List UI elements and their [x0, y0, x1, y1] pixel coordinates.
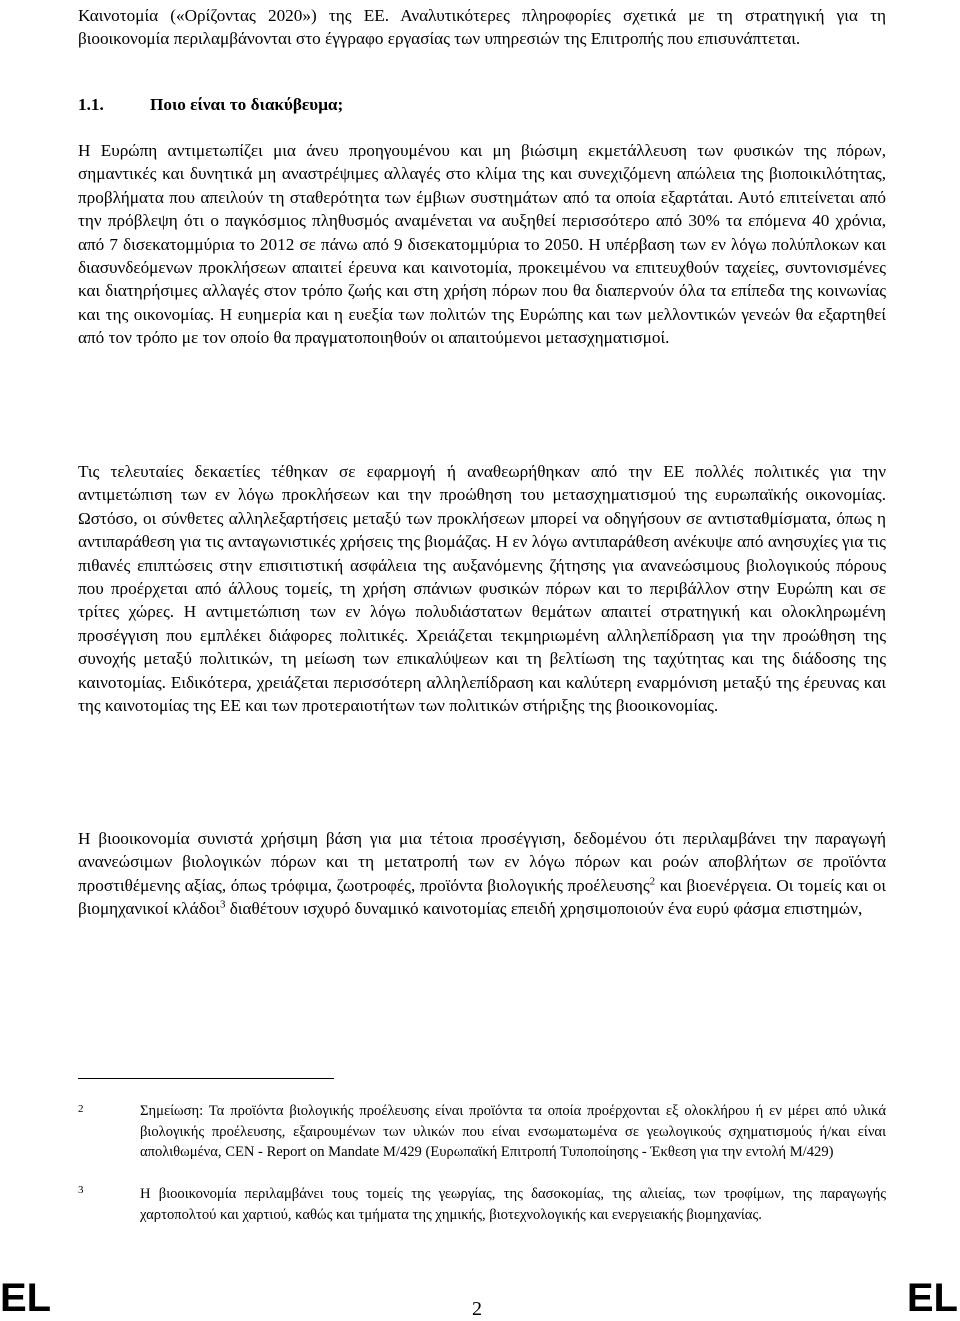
paragraph-3-part-c: διαθέτουν ισχυρό δυναμικό καινοτομίας επειδή χρησιμοποιούν ένα ευρύ φάσμα επιστημών, — [225, 899, 863, 919]
intro-paragraph: Καινοτομία («Ορίζοντας 2020») της ΕΕ. Αναλυτικότερες πληροφορίες σχετικά με τη στρατηγική για τη βιοοικονομία περιλαμβάνονται στο έγγραφο εργασίας των υπηρεσιών της Επιτροπής που επισυνάπτεται. — [78, 6, 886, 49]
page-number: 2 — [472, 1298, 482, 1320]
footer-language-right: EL — [906, 1276, 958, 1320]
footer-language-left: EL — [0, 1276, 52, 1320]
section-heading — [78, 93, 343, 116]
body-paragraph-1: Η Ευρώπη αντιμετωπίζει μια άνευ προηγουμένου και μη βιώσιμη εκμετάλλευση των φυσικών της πόρων, σημαντικές και δυνητικά μη αναστρέψιμες αλλαγές στο κλίμα της και συνεχιζόμενη απώλεια της βιοποικιλότητας, προβλήματα που απειλούν τη σταθερότητα των έμβιων συστημάτων από τα οποία εξαρτάται. Αυτό επιτείνεται από την πρόβλεψη ότι ο παγκόσμιος πληθυσμός αναμένεται να αυξηθεί περισσότερο από 30% τα επόμενα 40 χρόνια, από 7 δισεκατομμύρια το 2012 σε πάνω από 9 δισεκατομμύρια το 2050. Η υπέρβαση των εν λόγω πολύπλοκων και διασυνδεόμενων προκλήσεων απαιτεί έρευνα και καινοτομία, προκειμένου να επιτευχθούν ταχείες, συντονισμένες και διατηρήσιμες αλλαγές στον τρόπο ζωής και στη χρήση πόρων που θα διαπερνούν όλα τα επίπεδα της κοινωνίας και της οικονομίας. Η ευημερία και η ευεξία των πολιτών της Ευρώπης και των μελλοντικών γενεών θα εξαρτηθεί από τον τρόπο με τον οποίο θα πραγματοποιηθούν οι απαιτούμενοι μετασχηματισμοί. — [78, 141, 886, 348]
paragraph-3-part-a: Η βιοοικονομία συνιστά χρήσιμη βάση για μια τέτοια προσέγγιση, δεδομένου ότι περιλαμβάνει την παραγωγή ανανεώσιμων βιολογικών πόρων και τη μετατροπή των εν λόγω πόρων και ροών αποβλήτων σε προϊόντα προστιθέμενης αξίας, όπως τρόφιμα, ζωοτροφές, προϊόντα βιολογικής προέλευσης — [78, 829, 886, 895]
footnote-number-3: 3 — [78, 1184, 84, 1196]
footnote-number-2: 2 — [78, 1103, 84, 1115]
footnote-text-2: Σημείωση: Τα προϊόντα βιολογικής προέλευσης είναι προϊόντα τα οποία προέρχονται εξ ολοκλήρου ή εν μέρει από υλικά βιολογικής προέλευσης, εξαιρουμένων των υλικών που είναι ενσωματωμένα σε γεωλογικούς σχηματισμούς ή/και είναι απολιθωμένα, CEN - Report on Mandate M/429 (Ευρωπαϊκή Επιτροπή Τυποποίησης - Έκθεση για την εντολή M/429) — [140, 1103, 886, 1161]
footnote-ref-3[interactable]: 3 — [219, 898, 226, 911]
section-title: Ποιο είναι το διακύβευμα; — [150, 95, 344, 114]
body-paragraph-3 — [78, 827, 886, 921]
paragraph-3-part-b: και βιοενέργεια. Οι τομείς και οι βιομηχανικοί κλάδοι — [78, 875, 886, 919]
section-number: 1.1. — [78, 95, 104, 114]
body-paragraph-2: Τις τελευταίες δεκαετίες τέθηκαν σε εφαρμογή ή αναθεωρήθηκαν από την ΕΕ πολλές πολιτικές για την αντιμετώπιση των εν λόγω προκλήσεων και την προώθηση του μετασχηματισμού της ευρωπαϊκής οικονομίας. Ωστόσο, οι σύνθετες αλληλεξαρτήσεις μεταξύ των προκλήσεων μπορεί να οδηγήσουν σε αντισταθμίσματα, όπως η αντιπαράθεση για τις ανταγωνιστικές χρήσεις της βιομάζας. Η εν λόγω αντιπαράθεση ανέκυψε από ανησυχίες για τις πιθανές επιπτώσεις στην επισιτιστική ασφάλεια της αυξανόμενης ζήτησης για ανανεώσιμους βιολογικούς πόρους που προέρχεται από άλλους τομείς, τη χρήση σπάνιων φυσικών πόρων και το περιβάλλον στην Ευρώπη και σε τρίτες χώρες. Η αντιμετώπιση των εν λόγω πολυδιάστατων θεμάτων απαιτεί στρατηγική και ολοκληρωμένη προσέγγιση που εμπλέκει διάφορες πολιτικές. Χρειάζεται τεκμηριωμένη αλληλεπίδραση για την προώθηση της συνοχής μεταξύ πολιτικών, τη μείωση των επικαλύψεων και τη βελτίωση της ταχύτητας και της διάδοσης της καινοτομίας. Ειδικότερα, χρειάζεται περισσότερη αλληλεπίδραση και καλύτερη εναρμόνιση μεταξύ της έρευνας και της καινοτομίας της ΕΕ και των προτεραιοτήτων των πολιτικών στήριξης της βιοοικονομίας. — [78, 462, 886, 716]
footnote-ref-2[interactable]: 2 — [649, 875, 656, 888]
footnote-separator — [78, 1078, 334, 1079]
footnote-text-3: Η βιοοικονομία περιλαμβάνει τους τομείς της γεωργίας, της δασοκομίας, της αλιείας, των τροφίμων, της παραγωγής χαρτοπολτού και χαρτιού, καθώς και τμήματα της χημικής, βιοτεχνολογικής και ενεργειακής βιομηχανίας. — [140, 1186, 886, 1223]
